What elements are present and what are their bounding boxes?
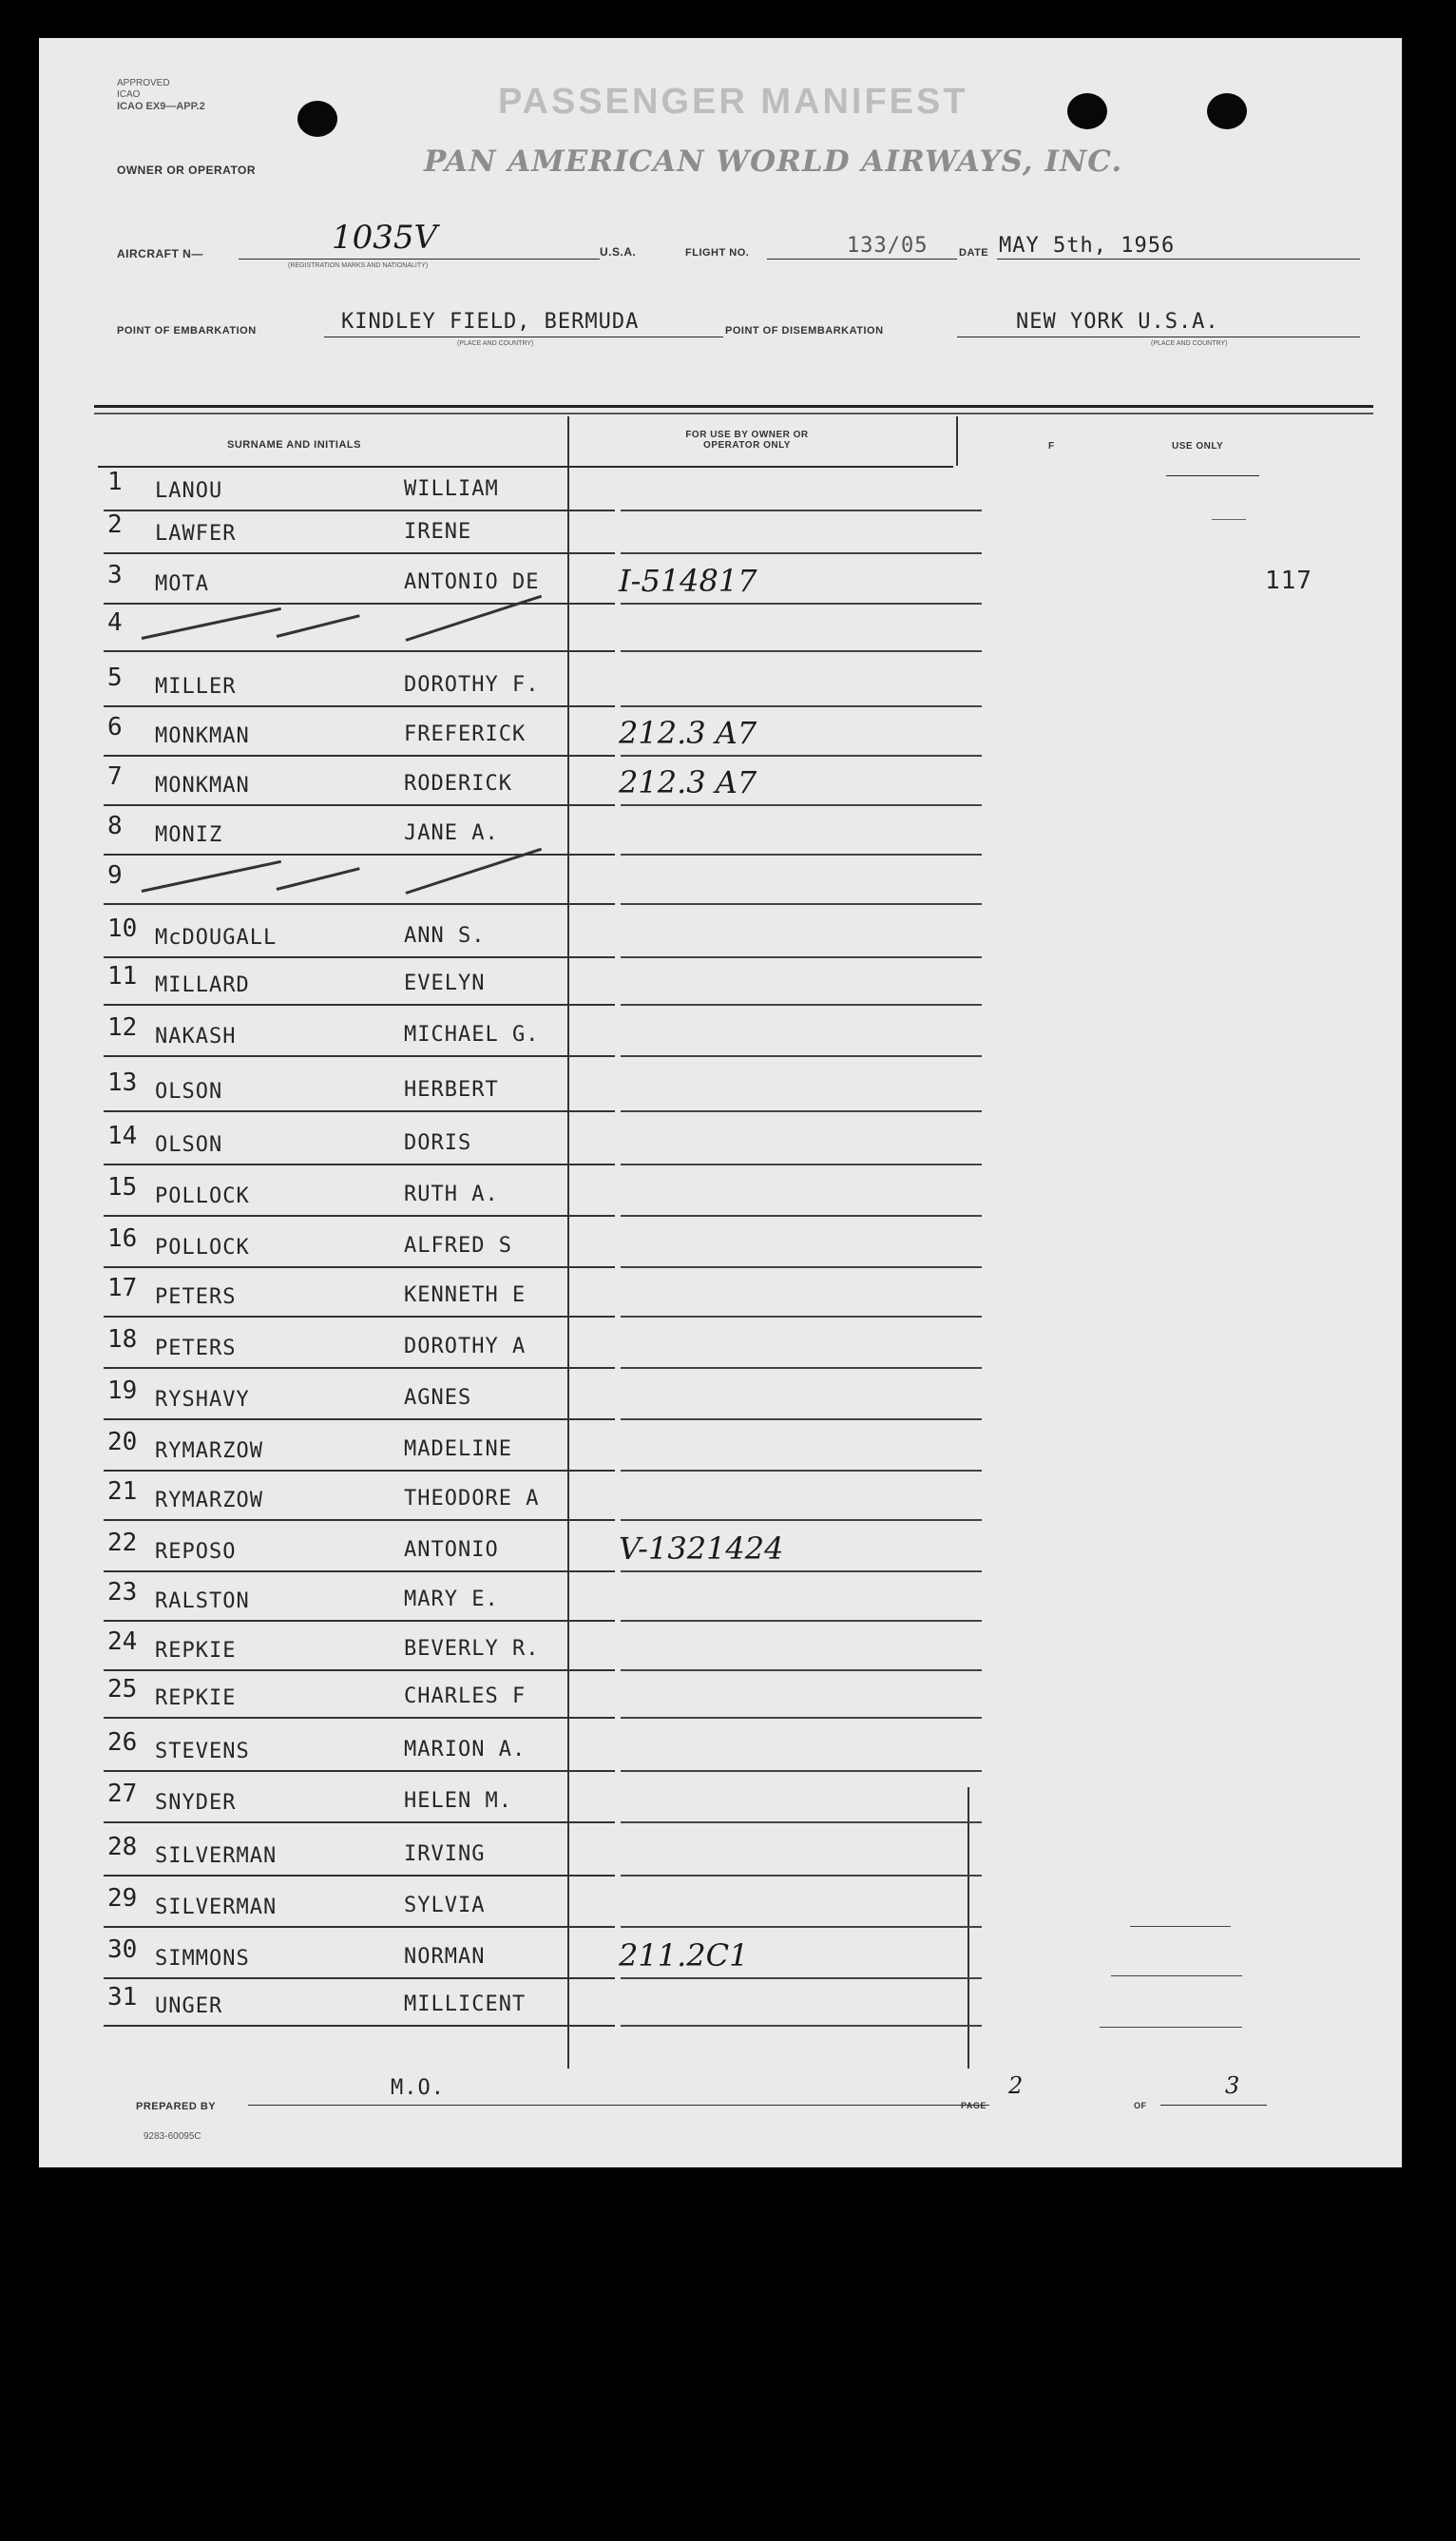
passenger-number: 2 [107,510,123,539]
passenger-row [39,914,1402,966]
passenger-surname: MONIZ [155,823,223,847]
row-rule-owner [621,1926,982,1928]
passenger-row [39,812,1402,863]
row-rule [104,1266,615,1268]
form-number: 9283-60095C [144,2131,201,2142]
row-rule-owner [621,1110,982,1112]
passenger-row [39,1983,1402,2034]
passenger-number: 7 [107,762,123,791]
passenger-row [39,1675,1402,1726]
passenger-given-name: FREFERICK [404,722,527,746]
owner-value: PAN AMERICAN WORLD AIRWAYS, INC. [424,144,1123,179]
passenger-row [39,962,1402,1013]
col-header-surname: SURNAME AND INITIALS [227,439,361,451]
strike-mark [142,860,281,893]
passenger-row [39,664,1402,715]
passenger-row [39,1833,1402,1884]
row-rule-owner [621,552,982,554]
of-label: OF [1134,2101,1147,2110]
aircraft-sub: (REGISTRATION MARKS AND NATIONALITY) [288,262,429,269]
passenger-row [39,1578,1402,1629]
row-rule-owner [621,1570,982,1572]
approved-line-2: ICAO [117,89,141,100]
row-rule [104,956,615,958]
row-rule [104,1418,615,1420]
passenger-row [39,1013,1402,1065]
passenger-given-name: ALFRED S [404,1234,512,1258]
passenger-number: 13 [107,1068,138,1097]
row-rule [104,1367,615,1369]
passenger-given-name: RUTH A. [404,1183,499,1206]
row-rule-owner [621,2025,982,2027]
row-rule-owner [621,1620,982,1622]
row-rule-owner [621,956,982,958]
passenger-row [39,1224,1402,1276]
passenger-surname: UNGER [155,1994,223,2018]
passenger-row [39,510,1402,562]
row-rule-owner [621,1367,982,1369]
page-value: 2 [1008,2072,1024,2099]
embark-label: POINT OF EMBARKATION [117,325,257,337]
row-rule-owner [621,1770,982,1772]
passenger-row [39,1428,1402,1479]
punch-hole-1 [297,101,337,137]
passenger-given-name: MARY E. [404,1588,499,1611]
disembark-label: POINT OF DISEMBARKATION [725,325,884,337]
passenger-given-name: DOROTHY F. [404,673,540,697]
col-header-official-right: USE ONLY [1172,441,1224,452]
of-value: 3 [1225,2072,1240,2099]
passenger-given-name: AGNES [404,1386,472,1410]
passenger-number: 17 [107,1274,138,1302]
row-rule-owner [621,1519,982,1521]
passenger-surname: RYSHAVY [155,1388,250,1412]
approved-line-3: ICAO EX9—APP.2 [117,101,205,112]
passenger-surname: RYMARZOW [155,1439,263,1463]
prepared-value: M.O. [391,2076,445,2100]
passenger-surname: OLSON [155,1080,223,1104]
passenger-given-name: HELEN M. [404,1789,512,1813]
column-divider-2 [956,416,958,466]
row-rule [104,2025,615,2027]
flight-label: FLIGHT NO. [685,247,750,259]
manifest-sheet [39,38,1402,2167]
passenger-surname: SILVERMAN [155,1896,278,1919]
passenger-given-name: ANTONIO DE [404,570,540,594]
passenger-number: 8 [107,812,123,840]
strike-mark [277,867,360,891]
passenger-number: 19 [107,1376,138,1405]
passenger-number: 25 [107,1675,138,1704]
row-rule [104,1926,615,1928]
col-header-owner-use: FOR USE BY OWNER OR OPERATOR ONLY [685,430,809,451]
passenger-number: 15 [107,1173,138,1202]
passenger-given-name: MILLICENT [404,1992,527,2016]
passenger-owner-use: 212.3 A7 [619,764,757,800]
usa-label: U.S.A. [600,245,637,259]
passenger-owner-use: I-514817 [619,563,757,599]
row-rule [104,1620,615,1622]
passenger-given-name: HERBERT [404,1078,499,1102]
aircraft-value: 1035V [332,219,438,257]
passenger-row [39,1274,1402,1325]
row-rule [104,1164,615,1165]
passenger-number: 30 [107,1935,138,1964]
passenger-given-name: KENNETH E [404,1283,527,1307]
row-rule [104,1519,615,1521]
passenger-row [39,1173,1402,1224]
passenger-surname: POLLOCK [155,1184,250,1208]
prepared-label: PREPARED BY [136,2101,217,2112]
passenger-surname: NAKASH [155,1025,237,1049]
passenger-number: 21 [107,1477,138,1506]
passenger-given-name: EVELYN [404,972,486,995]
passenger-row [39,1627,1402,1679]
passenger-surname: RYMARZOW [155,1489,263,1512]
row-rule-owner [621,903,982,905]
passenger-row [39,1728,1402,1780]
passenger-surname: MOTA [155,572,209,596]
passenger-owner-use: V-1321424 [619,1530,784,1567]
row-rule-owner [621,1055,982,1057]
passenger-number: 9 [107,861,123,890]
passenger-number: 20 [107,1428,138,1456]
passenger-given-name: CHARLES F [404,1684,527,1708]
passenger-owner-use: 212.3 A7 [619,715,757,751]
row-rule-owner [621,1875,982,1877]
passenger-row [39,762,1402,814]
passenger-row [39,561,1402,612]
passenger-row [39,1529,1402,1580]
passenger-number: 22 [107,1529,138,1557]
row-rule-owner [621,1215,982,1217]
punch-hole-3 [1207,93,1247,129]
row-rule-owner [621,1717,982,1719]
row-rule-owner [621,1470,982,1472]
passenger-surname: LAWFER [155,522,237,546]
passenger-number: 31 [107,1983,138,2012]
header-rule-top [94,405,1373,408]
passenger-surname: REPOSO [155,1540,237,1564]
row-rule-owner [621,1821,982,1823]
aircraft-label: AIRCRAFT N— [117,247,203,260]
passenger-number: 14 [107,1122,138,1150]
passenger-surname: PETERS [155,1285,237,1309]
passenger-number: 23 [107,1578,138,1607]
row-rule [104,1470,615,1472]
passenger-surname: MILLER [155,675,237,699]
passenger-given-name: THEODORE A [404,1487,540,1511]
passenger-number: 24 [107,1627,138,1656]
row-rule [104,1055,615,1057]
row-rule [104,1821,615,1823]
punch-hole-2 [1067,93,1107,129]
passenger-owner-use: 211.2C1 [619,1937,749,1973]
row-rule-owner [621,1669,982,1671]
row-rule [104,1570,615,1572]
date-value: MAY 5th, 1956 [999,234,1176,258]
row-rule [104,1669,615,1671]
row-rule [104,1770,615,1772]
passenger-number: 6 [107,713,123,741]
row-rule-owner [621,603,982,605]
row-rule [104,1316,615,1318]
row-rule [104,1215,615,1217]
passenger-number: 18 [107,1325,138,1354]
passenger-number: 16 [107,1224,138,1253]
passenger-row [39,1122,1402,1173]
passenger-surname: RALSTON [155,1589,250,1613]
passenger-surname: MONKMAN [155,774,250,798]
row-rule [104,1110,615,1112]
passenger-number: 3 [107,561,123,589]
passenger-row [39,1068,1402,1120]
passenger-row [39,713,1402,764]
passenger-number: 5 [107,664,123,692]
row-rule [104,854,615,856]
side-note: 117 [1265,567,1312,595]
passenger-given-name: MARION A. [404,1738,527,1761]
row-rule [104,1875,615,1877]
passenger-surname: MILLARD [155,973,250,997]
passenger-given-name: WILLIAM [404,477,499,501]
row-rule-owner [621,1266,982,1268]
passenger-surname: PETERS [155,1337,237,1360]
page-label: PAGE [961,2101,987,2110]
passenger-number: 4 [107,608,123,637]
passenger-given-name: JANE A. [404,821,499,845]
passenger-row [39,608,1402,660]
passenger-surname: REPKIE [155,1686,237,1710]
passenger-row [39,1780,1402,1831]
passenger-surname: SILVERMAN [155,1844,278,1868]
passenger-given-name: MICHAEL G. [404,1023,540,1047]
row-rule [104,755,615,757]
row-rule-owner [621,1164,982,1165]
passenger-given-name: RODERICK [404,772,512,796]
passenger-surname: McDOUGALL [155,926,278,950]
row-rule-owner [621,1316,982,1318]
row-rule-owner [621,755,982,757]
passenger-number: 26 [107,1728,138,1757]
disembark-sub: (PLACE AND COUNTRY) [1151,340,1228,347]
passenger-given-name: MADELINE [404,1437,512,1461]
row-rule-owner [621,705,982,707]
passenger-given-name: BEVERLY R. [404,1637,540,1661]
row-rule [104,705,615,707]
row-rule [104,903,615,905]
date-label: DATE [959,247,989,259]
passenger-number: 11 [107,962,138,991]
passenger-row [39,1376,1402,1428]
row-rule-owner [621,1977,982,1979]
row-rule [104,552,615,554]
passenger-surname: POLLOCK [155,1236,250,1260]
passenger-surname: REPKIE [155,1639,237,1663]
passenger-number: 12 [107,1013,138,1042]
passenger-given-name: ANTONIO [404,1538,499,1562]
passenger-number: 29 [107,1884,138,1913]
passenger-surname: OLSON [155,1133,223,1157]
flight-value: 133/05 [847,234,929,258]
passenger-given-name: DOROTHY A [404,1335,527,1358]
row-rule-owner [621,854,982,856]
passenger-number: 1 [107,468,123,496]
row-rule [104,603,615,605]
passenger-surname: SIMMONS [155,1947,250,1971]
passenger-given-name: SYLVIA [404,1894,486,1917]
row-rule [104,1004,615,1006]
row-rule [104,1977,615,1979]
passenger-row [39,1477,1402,1529]
embark-sub: (PLACE AND COUNTRY) [457,340,534,347]
row-rule-owner [621,1004,982,1006]
row-rule [104,804,615,806]
col-header-official-left: F [1048,441,1055,452]
passenger-surname: STEVENS [155,1740,250,1763]
passenger-row [39,861,1402,913]
row-rule-owner [621,1418,982,1420]
header-rule-bottom [94,413,1373,414]
row-rule-owner [621,650,982,652]
passenger-surname: LANOU [155,479,223,503]
passenger-number: 28 [107,1833,138,1861]
strike-mark [277,614,360,638]
passenger-surname: SNYDER [155,1791,237,1815]
embark-value: KINDLEY FIELD, BERMUDA [341,310,640,334]
passenger-row [39,1935,1402,1987]
row-rule-owner [621,804,982,806]
passenger-given-name: DORIS [404,1131,472,1155]
row-rule [104,1717,615,1719]
passenger-given-name: IRENE [404,520,472,544]
passenger-number: 27 [107,1780,138,1808]
passenger-row [39,1884,1402,1935]
passenger-number: 10 [107,914,138,943]
disembark-value: NEW YORK U.S.A. [1016,310,1219,334]
passenger-surname: MONKMAN [155,724,250,748]
passenger-row [39,1325,1402,1376]
owner-label: OWNER OR OPERATOR [117,164,257,177]
row-rule [104,650,615,652]
passenger-given-name: NORMAN [404,1945,486,1969]
strike-mark [142,607,281,640]
passenger-given-name: ANN S. [404,924,486,948]
form-title: PASSENGER MANIFEST [498,82,968,122]
approved-line-1: APPROVED [117,78,170,88]
passenger-given-name: IRVING [404,1842,486,1866]
